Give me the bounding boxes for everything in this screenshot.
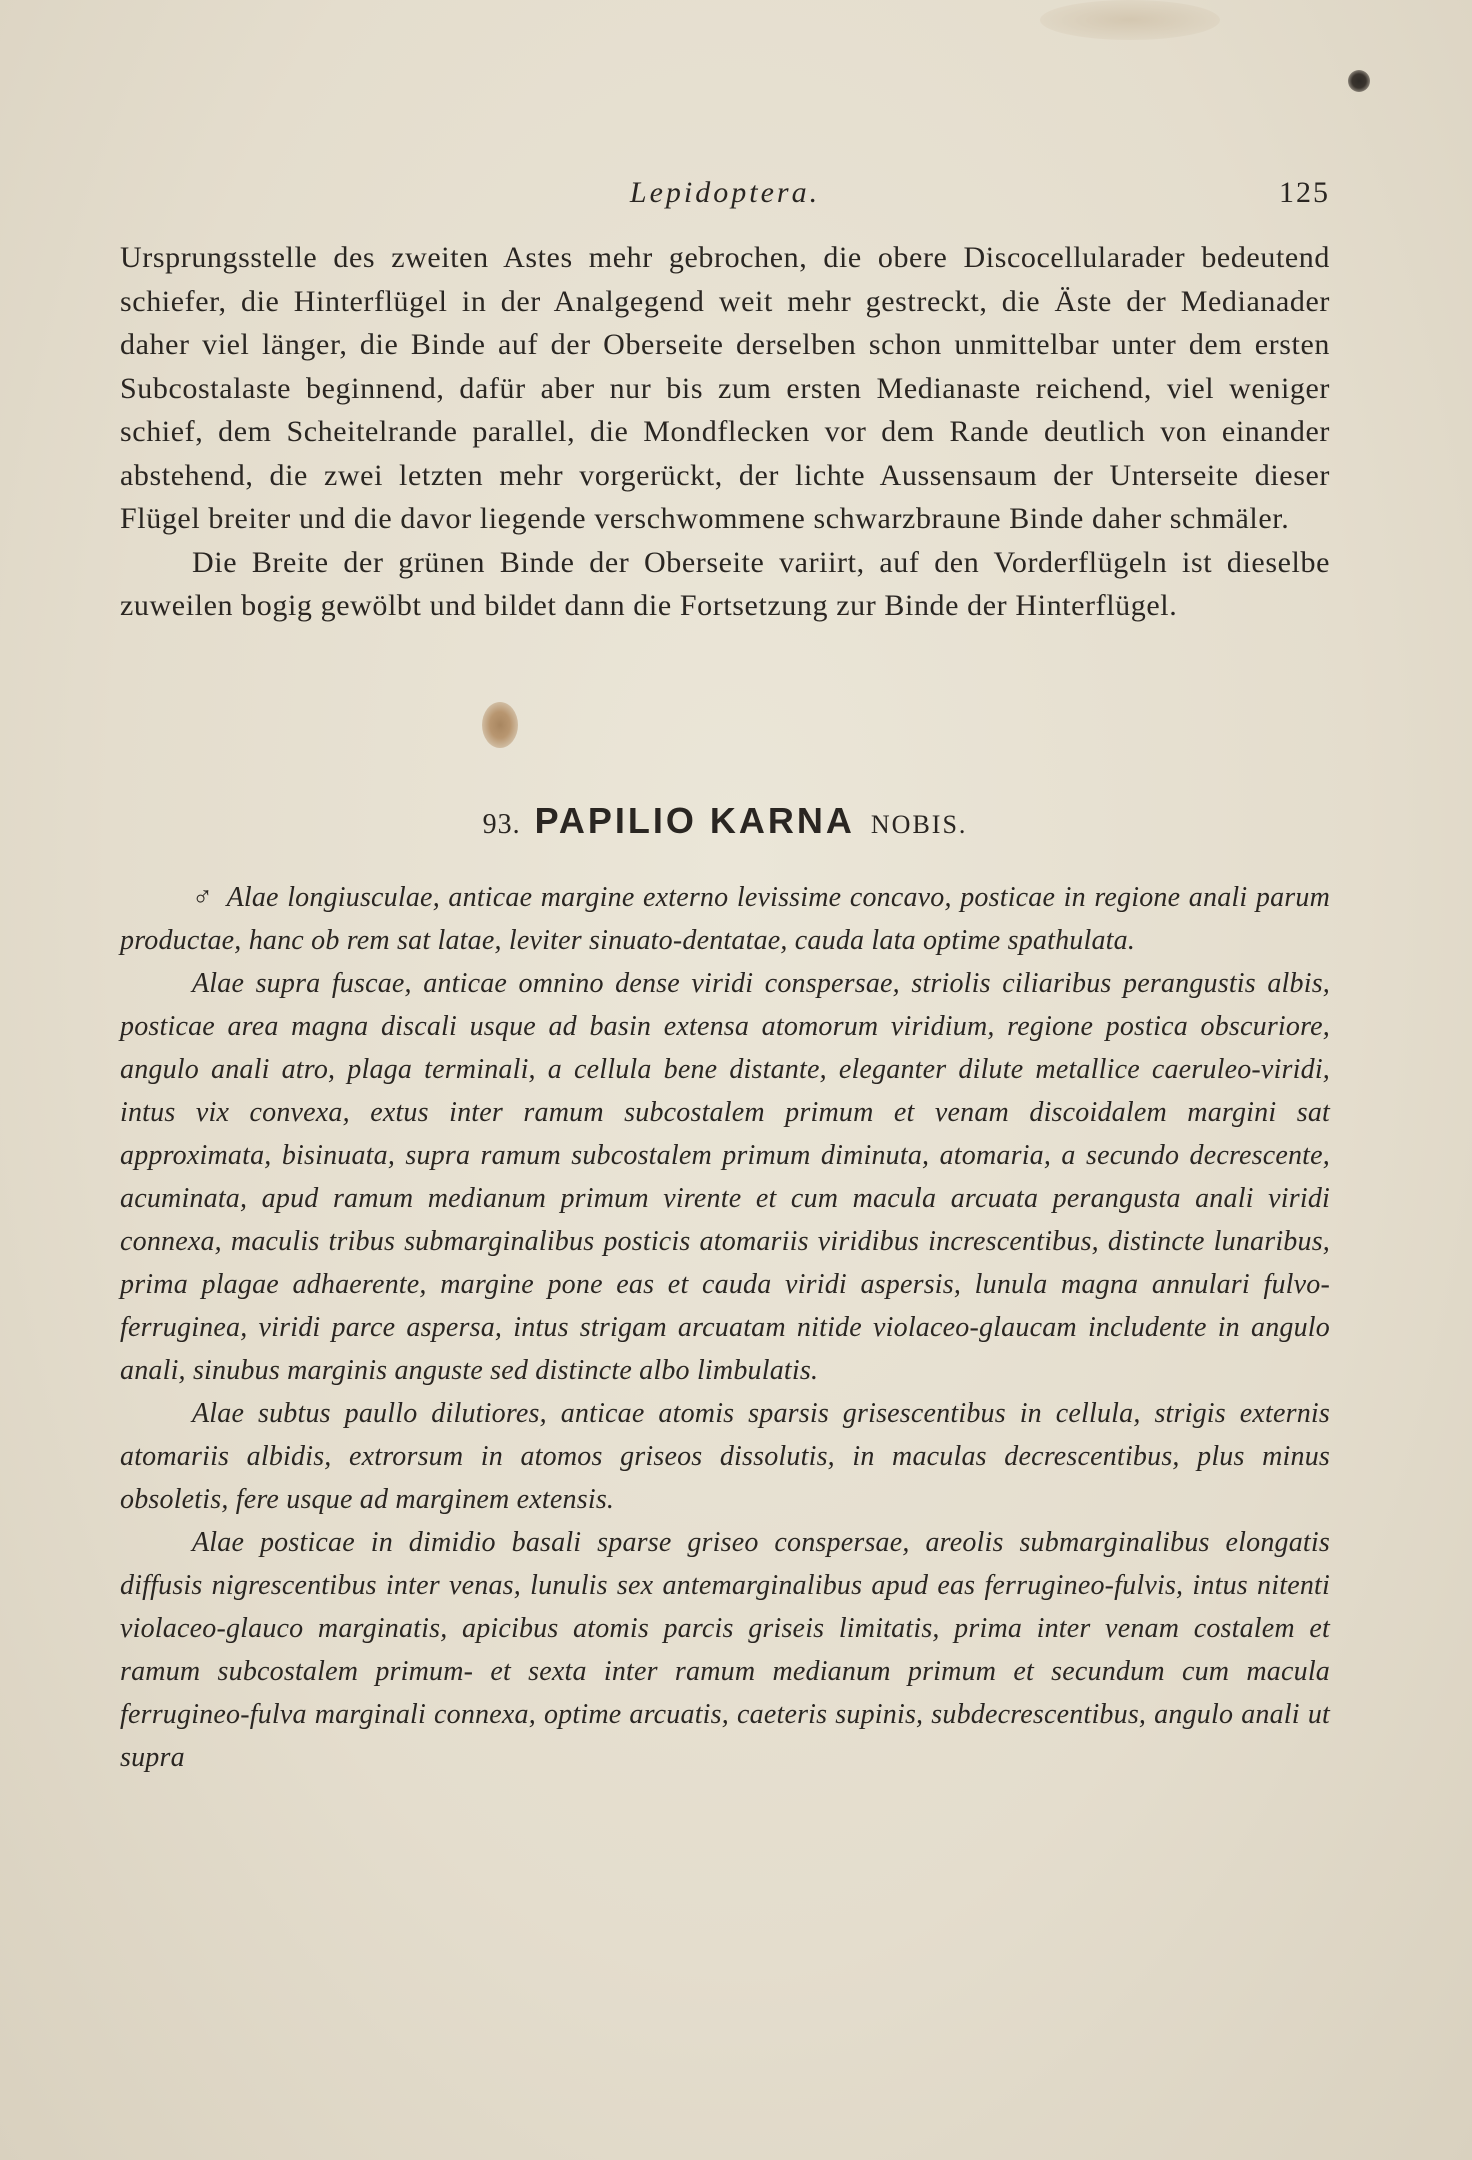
running-title: Lepidoptera. <box>629 176 821 209</box>
species-authority: NOBIS. <box>870 810 968 839</box>
species-name: PAPILIO KARNA <box>534 800 855 841</box>
species-number: 93. <box>482 809 521 840</box>
german-description <box>120 236 1330 628</box>
latin-paragraph: Alae subtus paullo dilutiores, anticae atomis sparsis grisescentibus in cellula, strigis externis atomariis albidis, extrorsum in atomos griseos dissolutis, in maculas decrescentibus, plus minus obsoletis, fere usque ad marginem extensis. <box>120 1398 1330 1515</box>
latin-paragraph: Alae supra fuscae, anticae omnino dense viridi conspersae, striolis ciliaribus perangustis albis, posticae area magna discali usque ad basin extensa atomorum viridium, regione postica obscuriore, angulo anali atro, plaga terminali, a cellula bene distante, eleganter dilute metallice caeruleo-viridi, intus vix convexa, extus inter ramum subcostalem primum et venam discoidalem margini sat approximata, bisinuata, supra ramum subcostalem primum diminuta, atomaria, a secundo decrescente, acuminata, apud ramum medianum primum virente et cum macula arcuata perangusta anali viridi connexa, maculis tribus submarginalibus posticis atomariis viridibus increscentibus, distincte lunaribus, prima plagae adhaerente, margine pone eas et cauda viridi aspersis, lunula magna annulari fulvo-ferruginea, viridi parce aspersa, intus strigam arcuatam nitide violaceo-glaucam includente in angulo anali, sinubus marginis anguste sed distincte albo limbulatis. <box>120 968 1330 1386</box>
running-head <box>120 176 1330 216</box>
foxing-mark <box>1040 0 1220 40</box>
species-heading <box>120 800 1330 842</box>
latin-description <box>120 876 1330 1779</box>
latin-paragraph <box>120 876 1330 962</box>
male-symbol: ♂ <box>192 882 215 913</box>
ink-spot <box>1348 70 1370 92</box>
paper-stain <box>482 702 518 748</box>
german-paragraph: Die Breite der grünen Binde der Oberseite variirt, auf den Vorderflügeln ist dieselbe zuweilen bogig gewölbt und bildet dann die Fortsetzung zur Binde der Hinterflügel. <box>120 545 1330 622</box>
latin-paragraph-text: Alae longiusculae, anticae margine externo levissime concavo, posticae in regione anali parum productae, hanc ob rem sat latae, leviter sinuato-dentatae, cauda lata optime spathulata. <box>120 882 1330 956</box>
latin-paragraph: Alae posticae in dimidio basali sparse griseo conspersae, areolis submarginalibus elongatis diffusis nigrescentibus inter venas, lunulis sex antemarginalibus apud eas ferrugineo-fulvis, intus nitenti violaceo-glauco marginatis, apicibus atomis parcis griseis limitatis, prima inter venam costalem et ramum subcostalem primum- et sexta inter ramum medianum primum et secundum cum macula ferrugineo-fulva marginali connexa, optime arcuatis, caeteris supinis, subdecrescentibus, angulo anali ut supra <box>120 1527 1330 1773</box>
page-number: 125 <box>1279 176 1330 209</box>
german-paragraph: Ursprungsstelle des zweiten Astes mehr gebrochen, die obere Discocellularader bedeutend schiefer, die Hinterflügel in der Analgegend weit mehr gestreckt, die Äste der Medianader daher viel länger, die Binde auf der Oberseite derselben schon unmittelbar unter dem ersten Subcostalaste beginnend, dafür aber nur bis zum ersten Medianaste reichend, viel weniger schief, dem Scheitelrande parallel, die Mondflecken vor dem Rande deutlich von einander abstehend, die zwei letzten mehr vorgerückt, der lichte Aussensaum der Unterseite dieser Flügel breiter und die davor liegende verschwommene schwarzbraune Binde daher schmäler. <box>120 241 1330 535</box>
